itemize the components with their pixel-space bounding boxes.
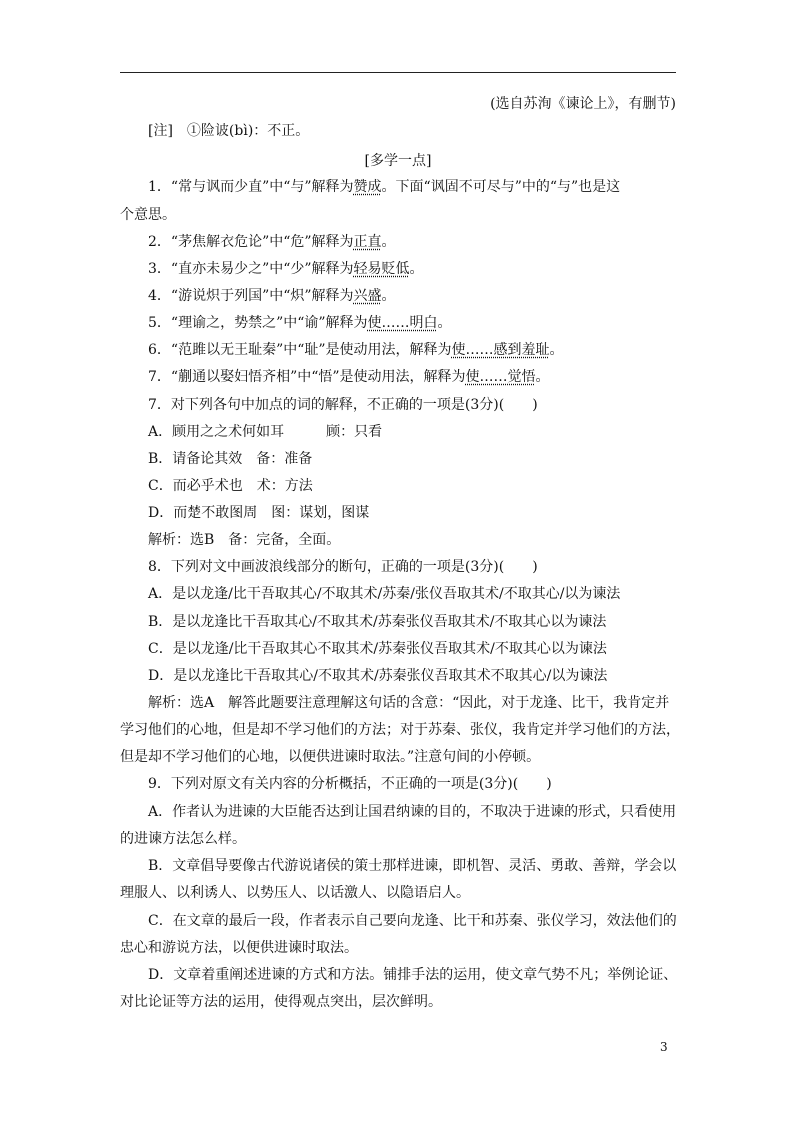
tip-5: 5．“理谕之，势禁之”中“谕”解释为使……明白。: [148, 315, 452, 331]
source-citation: (选自苏洵《谏论上》，有删节): [490, 96, 676, 112]
header-rule: [120, 72, 676, 73]
tip-1-cont: 个意思。: [120, 207, 176, 223]
question-8-analysis: 解析：选A 解答此题要注意理解这句话的含意：“因此，对于龙逢、比干，我肯定并: [148, 695, 670, 711]
question-7-option-a: A．顾用之之术何如耳 顾：只看: [148, 424, 383, 440]
question-7-analysis: 解析：选B 备：完备，全面。: [148, 532, 341, 548]
question-8-analysis-cont: 学习他们的心地，但是却不学习他们的方法；对于苏秦、张仪，我肯定并学习他们的方法，: [120, 722, 680, 738]
question-8-stem: 8．下列对文中画波浪线部分的断句，正确的一项是(3分)( ): [148, 559, 538, 575]
question-9-option-a-cont: 的进谏方法怎么样。: [120, 831, 246, 847]
annotation-note: [注] ①险诐(bì)：不正。: [148, 123, 310, 139]
question-7-option-d: D．而楚不敢图周 图：谋划，图谋: [148, 505, 370, 521]
question-9-option-b-cont: 理服人、以利诱人、以势压人、以话激人、以隐语启人。: [120, 885, 470, 901]
question-7-option-b: B．请备论其效 备：准备: [148, 451, 313, 467]
question-9-option-d-cont: 对比论证等方法的运用，使得观点突出，层次鲜明。: [120, 994, 442, 1010]
section-title: [多学一点]: [364, 153, 432, 169]
tip-6: 6．“范雎以无王耻秦”中“耻”是使动用法，解释为使……感到羞耻。: [148, 342, 564, 358]
tip-2: 2．“茅焦解衣危论”中“危”解释为正直。: [148, 234, 396, 250]
tip-4: 4．“游说炽于列国”中“炽”解释为兴盛。: [148, 288, 396, 304]
question-9-stem: 9．下列对原文有关内容的分析概括，不正确的一项是(3分)( ): [148, 776, 552, 792]
question-8-option-c: C．是以龙逢/比干吾取其心不取其术/苏秦张仪吾取其术/不取其心以为谏法: [148, 641, 607, 657]
question-9-option-c-cont: 忠心和游说方法，以便供进谏时取法。: [120, 940, 358, 956]
tip-3: 3．“直亦未易少之”中“少”解释为轻易贬低。: [148, 261, 424, 277]
question-7-stem: 7．对下列各句中加点的词的解释，不正确的一项是(3分)( ): [148, 397, 538, 413]
question-8-option-b: B．是以龙逢比干吾取其心/不取其术/苏秦张仪吾取其术/不取其心以为谏法: [148, 614, 607, 630]
question-9-option-c: C．在文章的最后一段，作者表示自己要向龙逢、比干和苏秦、张仪学习，效法他们的: [148, 913, 677, 929]
question-9-option-d: D．文章着重阐述进谏的方式和方法。铺排手法的运用，使文章气势不凡；举例论证、: [148, 967, 678, 983]
question-9-option-a: A．作者认为进谏的大臣能否达到让国君纳谏的目的，不取决于进谏的形式，只看使用: [148, 804, 677, 820]
tip-7: 7．“蒯通以娶妇悟齐相”中“悟”是使动用法，解释为使……觉悟。: [148, 369, 550, 385]
question-8-option-a: A．是以龙逢/比干吾取其心/不取其术/苏秦/张仪吾取其术/不取其心/以为谏法: [148, 586, 621, 602]
question-7-option-c: C．而必乎术也 术：方法: [148, 478, 313, 494]
question-8-analysis-end: 但是却不学习他们的心地，以便供进谏时取法。”注意句间的小停顿。: [120, 749, 541, 765]
question-9-option-b: B．文章倡导要像古代游说诸侯的策士那样进谏，即机智、灵活、勇敢、善辩，学会以: [148, 858, 677, 874]
question-8-option-d: D．是以龙逢比干吾取其心/不取其术/苏秦张仪吾取其术不取其心/以为谏法: [148, 668, 608, 684]
page-number: 3: [660, 1040, 668, 1054]
tip-1: 1．“常与讽而少直”中“与”解释为赞成。下面“讽固不可尽与”中的“与”也是这: [148, 179, 621, 195]
